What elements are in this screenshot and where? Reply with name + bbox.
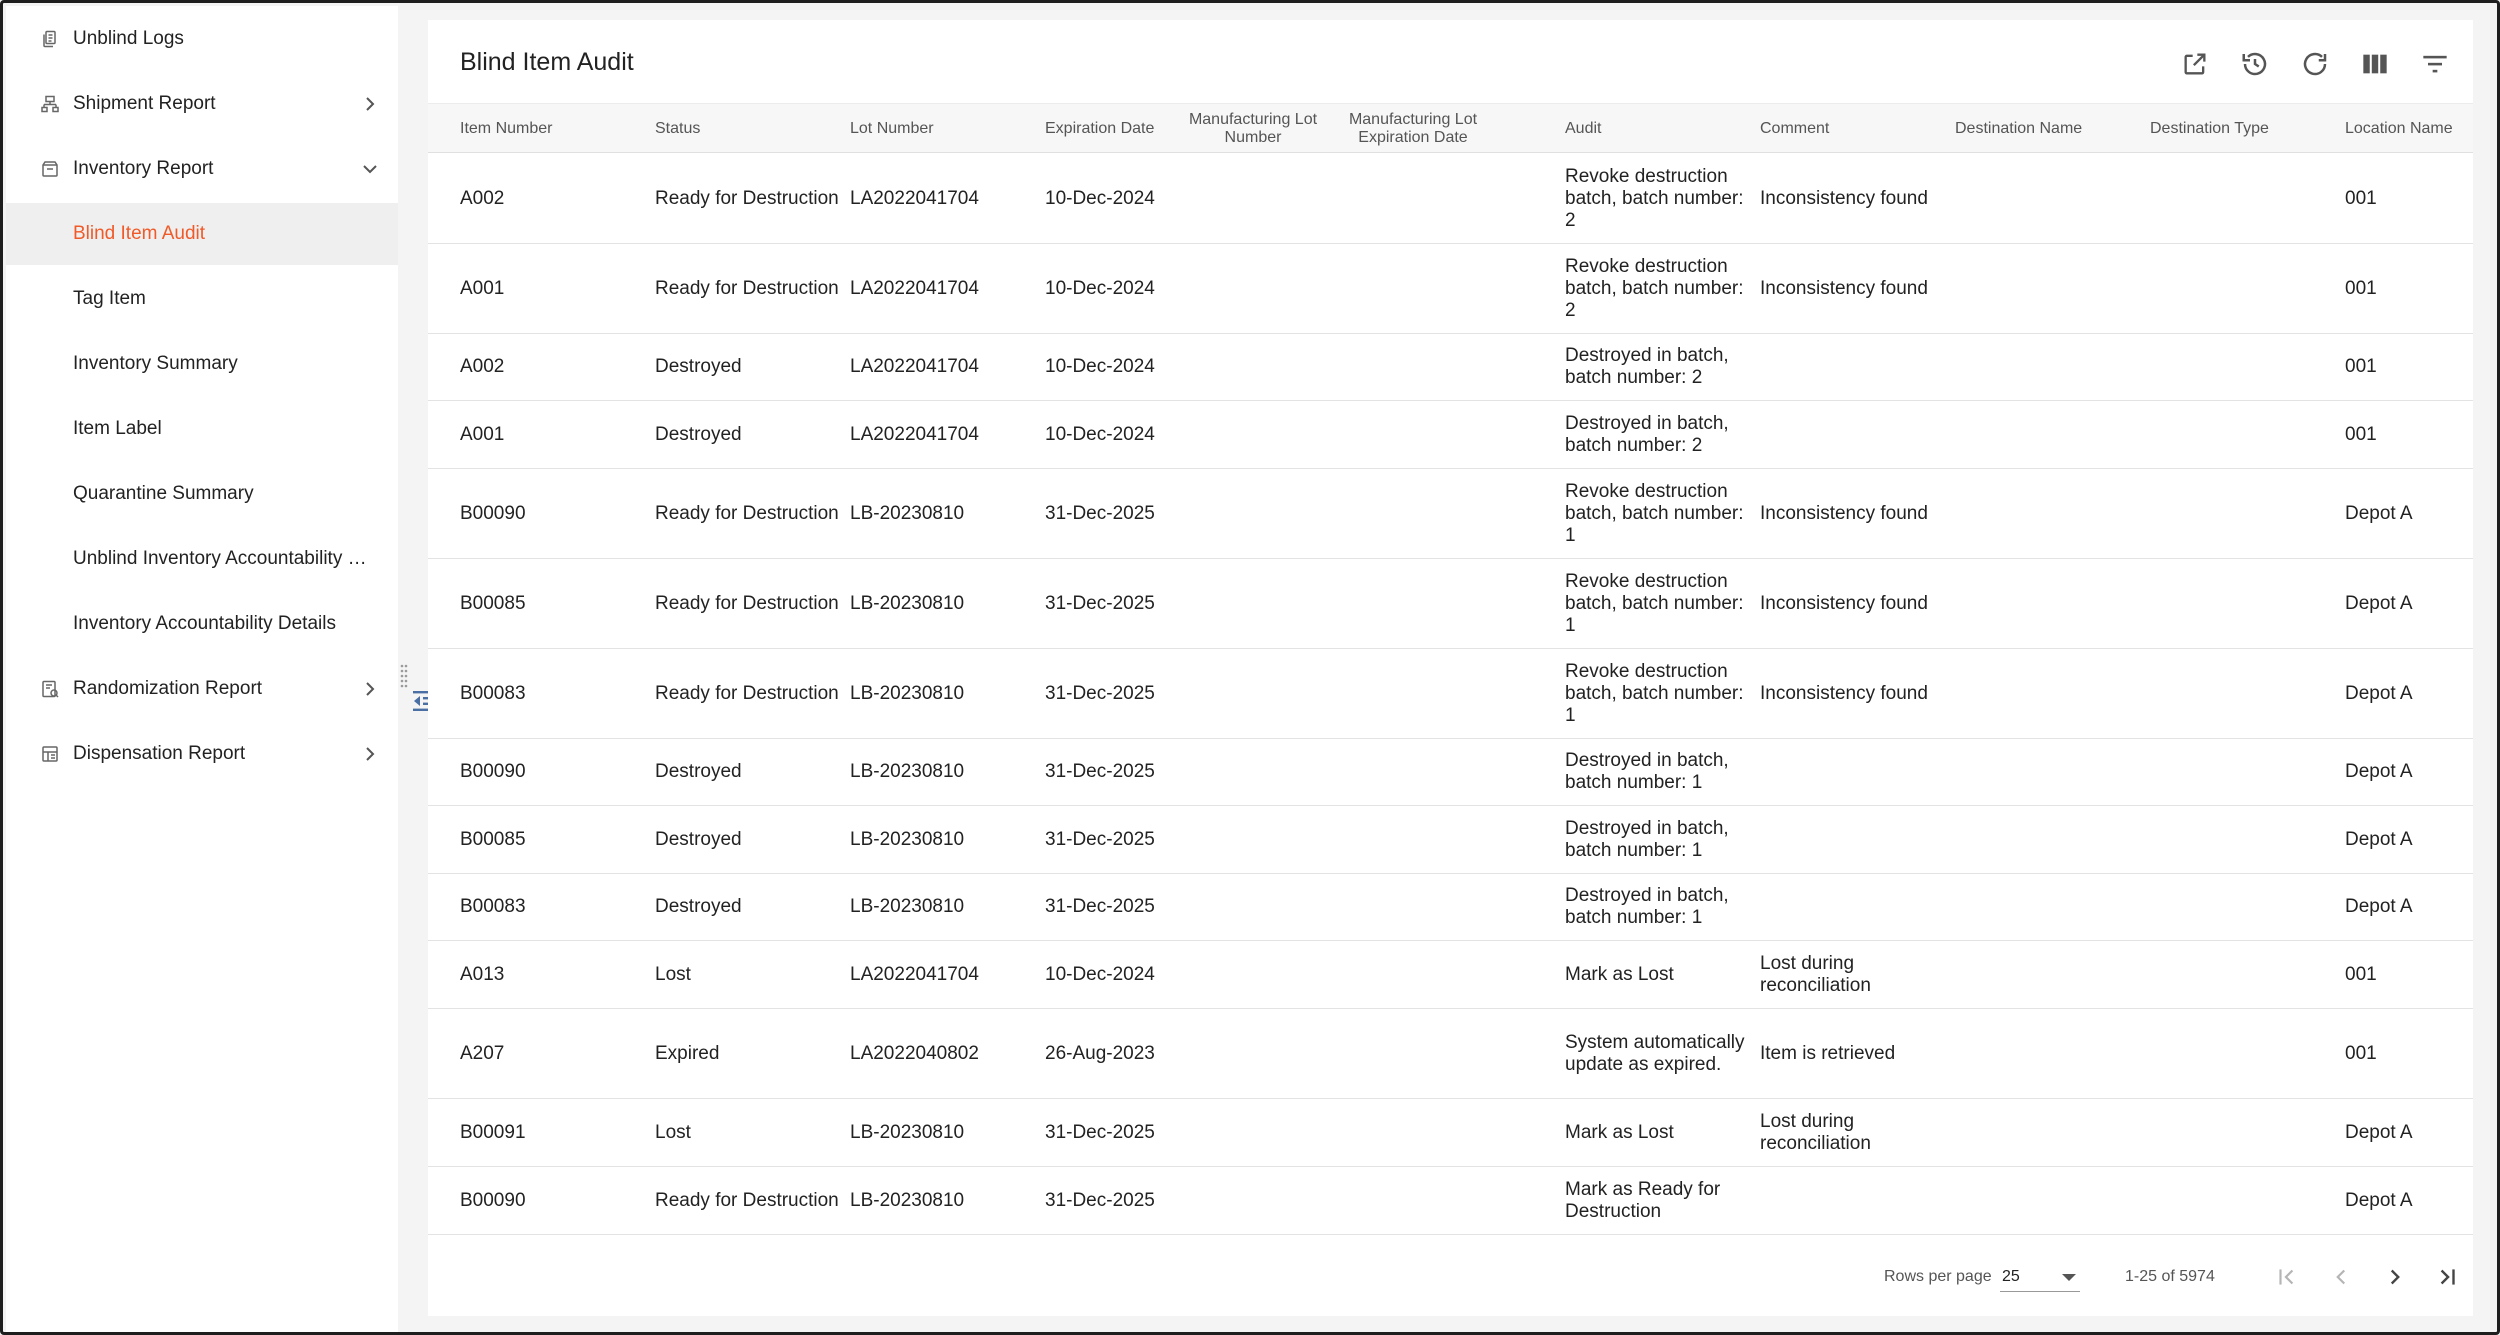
sidebar-item-inventory-accountability-details[interactable] xyxy=(6,593,398,655)
table-cell-lot-number: LA2022041704 xyxy=(850,963,979,985)
table-cell-comment xyxy=(1760,401,1945,468)
table-cell-location-name: 001 xyxy=(2345,963,2377,985)
table-cell-manufacturing-lot-expiration-date xyxy=(1348,469,1558,558)
rows-per-page-label: Rows per page xyxy=(1884,1268,1992,1285)
table-cell-lot-number: LA2022040802 xyxy=(850,1042,979,1064)
table-cell-comment xyxy=(1760,806,1945,873)
table-cell-location-name: 001 xyxy=(2345,277,2377,299)
first-page-button[interactable] xyxy=(2270,1260,2304,1294)
table-cell-lot-number: LB-20230810 xyxy=(850,1189,965,1211)
table-cell-destination-name xyxy=(1955,401,2140,468)
sidebar-item-blind-item-audit[interactable] xyxy=(6,203,398,265)
table-cell-manufacturing-lot-expiration-date xyxy=(1348,1009,1558,1098)
table-cell-item-number: A002 xyxy=(460,187,505,209)
column-header-audit[interactable]: Audit xyxy=(1565,120,1602,137)
sidebar-item-unblind-logs[interactable] xyxy=(6,8,398,70)
table-cell-expiration-date: 31-Dec-2025 xyxy=(1045,592,1155,614)
first-page-icon xyxy=(2274,1264,2300,1290)
pagination-bar xyxy=(428,1252,2473,1302)
table-cell-destination-type xyxy=(2150,244,2335,333)
sidebar-item-label: Shipment Report xyxy=(73,93,216,114)
table-cell-audit: Mark as Lost xyxy=(1565,1121,1674,1143)
table-row[interactable] xyxy=(428,874,2473,941)
refresh-button[interactable] xyxy=(2297,46,2333,82)
table-cell-item-number: B00085 xyxy=(460,828,526,850)
column-header-comment[interactable]: Comment xyxy=(1760,120,1830,137)
sidebar-item-label: Inventory Summary xyxy=(73,353,238,374)
table-cell-audit: Destroyed in batch, batch number: 2 xyxy=(1565,412,1729,456)
table-cell-lot-number: LA2022041704 xyxy=(850,187,979,209)
table-cell-lot-number: LB-20230810 xyxy=(850,828,965,850)
sidebar-item-dispensation-report[interactable] xyxy=(6,723,398,785)
table-cell-item-number: B00085 xyxy=(460,592,526,614)
sidebar-item-label: Item Label xyxy=(73,418,162,439)
table-cell-status: Lost xyxy=(655,963,691,985)
table-cell-item-number: B00083 xyxy=(460,682,526,704)
chevron-left-icon xyxy=(2328,1264,2354,1290)
table-cell-comment: Inconsistency found xyxy=(1760,502,1928,524)
clipboard-copy-icon xyxy=(40,29,60,49)
table-toolbar xyxy=(2177,46,2453,80)
table-cell-destination-name xyxy=(1955,1099,2140,1166)
table-cell-destination-type xyxy=(2150,401,2335,468)
table-cell-comment: Inconsistency found xyxy=(1760,682,1928,704)
table-cell-audit: Destroyed in batch, batch number: 2 xyxy=(1565,345,1729,388)
sidebar-item-label: Unblind Logs xyxy=(73,28,184,49)
table-cell-destination-type xyxy=(2150,469,2335,558)
column-header-item-number[interactable]: Item Number xyxy=(460,120,553,137)
table-cell-lot-number: LB-20230810 xyxy=(850,761,965,782)
table-cell-expiration-date: 10-Dec-2024 xyxy=(1045,963,1155,985)
table-cell-destination-type xyxy=(2150,1167,2335,1234)
chevron-down-icon xyxy=(360,159,380,179)
table-cell-comment: Inconsistency found xyxy=(1760,277,1928,299)
table-cell-destination-name xyxy=(1955,874,2140,940)
table-cell-destination-type xyxy=(2150,649,2335,738)
randomization-icon xyxy=(40,679,60,699)
table-row[interactable] xyxy=(428,649,2473,739)
table-cell-manufacturing-lot-expiration-date xyxy=(1348,739,1558,805)
table-cell-manufacturing-lot-expiration-date xyxy=(1348,334,1558,400)
table-cell-location-name: Depot A xyxy=(2345,828,2413,850)
page-title: Blind Item Audit xyxy=(460,48,634,76)
table-cell-status: Ready for Destruction xyxy=(655,682,839,704)
column-header-manufacturing-lot-number[interactable]: Manufacturing Lot Number xyxy=(1188,111,1318,146)
table-cell-status: Ready for Destruction xyxy=(655,1189,839,1211)
sidebar-item-inventory-summary[interactable] xyxy=(6,333,398,395)
table-cell-expiration-date: 31-Dec-2025 xyxy=(1045,1121,1155,1143)
sidebar-item-shipment-report[interactable] xyxy=(6,73,398,135)
table-cell-destination-type xyxy=(2150,1009,2335,1098)
table-row[interactable] xyxy=(428,469,2473,559)
table-cell-audit: Revoke destruction batch, batch number: 2 xyxy=(1565,165,1744,231)
table-row[interactable] xyxy=(428,334,2473,401)
chevron-right-icon xyxy=(360,679,380,699)
table-cell-audit: Destroyed in batch, batch number: 1 xyxy=(1565,885,1729,928)
table-cell-manufacturing-lot-expiration-date xyxy=(1348,154,1558,243)
table-cell-audit: Revoke destruction batch, batch number: 1 xyxy=(1565,480,1744,546)
rows-per-page-select[interactable] xyxy=(2000,1262,2080,1292)
table-cell-expiration-date: 31-Dec-2025 xyxy=(1045,502,1155,524)
table-cell-lot-number: LB-20230810 xyxy=(850,1121,965,1143)
table-cell-expiration-date: 31-Dec-2025 xyxy=(1045,682,1155,704)
table-cell-item-number: A001 xyxy=(460,277,505,299)
table-cell-destination-type xyxy=(2150,739,2335,805)
filter-icon xyxy=(2421,50,2449,78)
table-cell-comment xyxy=(1760,874,1945,940)
column-header-location-name[interactable]: Location Name xyxy=(2345,120,2453,137)
table-cell-status: Expired xyxy=(655,1042,720,1064)
table-cell-comment: Item is retrieved xyxy=(1760,1042,1896,1064)
table-cell-location-name: Depot A xyxy=(2345,592,2413,614)
table-cell-expiration-date: 10-Dec-2024 xyxy=(1045,356,1155,377)
table-cell-location-name: Depot A xyxy=(2345,682,2413,704)
sidebar-item-tag-item[interactable] xyxy=(6,268,398,330)
chevron-right-icon xyxy=(360,94,380,114)
table-cell-status: Destroyed xyxy=(655,896,742,917)
columns-button[interactable] xyxy=(2357,46,2393,82)
sidebar-item-label: Blind Item Audit xyxy=(73,223,206,244)
table-cell-location-name: Depot A xyxy=(2345,1121,2413,1143)
table-cell-comment xyxy=(1760,739,1945,805)
table-cell-manufacturing-lot-expiration-date xyxy=(1348,244,1558,333)
table-cell-expiration-date: 10-Dec-2024 xyxy=(1045,277,1155,299)
table-cell-manufacturing-lot-expiration-date xyxy=(1348,874,1558,940)
table-row[interactable] xyxy=(428,154,2473,244)
table-cell-status: Lost xyxy=(655,1121,691,1143)
table-cell-expiration-date: 10-Dec-2024 xyxy=(1045,187,1155,209)
sidebar-nav xyxy=(6,6,398,1335)
sidebar-item-label: Inventory Accountability Details xyxy=(73,613,336,634)
table-cell-location-name: Depot A xyxy=(2345,1189,2413,1211)
table-cell-item-number: B00091 xyxy=(460,1121,526,1143)
table-cell-location-name: Depot A xyxy=(2345,761,2413,782)
table-cell-lot-number: LB-20230810 xyxy=(850,502,965,524)
table-cell-item-number: A013 xyxy=(460,963,505,985)
table-cell-item-number: A001 xyxy=(460,423,505,445)
table-cell-manufacturing-lot-expiration-date xyxy=(1348,649,1558,738)
table-cell-item-number: B00090 xyxy=(460,502,526,524)
table-cell-item-number: B00090 xyxy=(460,761,526,782)
table-cell-lot-number: LA2022041704 xyxy=(850,277,979,299)
table-cell-lot-number: LA2022041704 xyxy=(850,356,979,377)
table-row[interactable] xyxy=(428,559,2473,649)
table-cell-destination-type xyxy=(2150,154,2335,243)
table-row[interactable] xyxy=(428,1009,2473,1099)
table-cell-comment: Lost during reconciliation xyxy=(1760,1110,1871,1154)
sidebar-item-label: Randomization Report xyxy=(73,678,263,699)
previous-page-button[interactable] xyxy=(2324,1260,2358,1294)
page-range-text: 1-25 of 5974 xyxy=(2125,1268,2215,1285)
last-page-button[interactable] xyxy=(2430,1260,2464,1294)
table-cell-expiration-date: 31-Dec-2025 xyxy=(1045,761,1155,782)
table-cell-item-number: A207 xyxy=(460,1042,505,1064)
table-cell-expiration-date: 31-Dec-2025 xyxy=(1045,896,1155,917)
column-header-lot-number[interactable]: Lot Number xyxy=(850,120,934,137)
column-header-expiration-date[interactable]: Expiration Date xyxy=(1045,120,1155,137)
table-cell-item-number: B00090 xyxy=(460,1189,526,1211)
inventory-box-icon xyxy=(40,159,60,179)
sidebar-item-label: Dispensation Report xyxy=(73,743,246,764)
table-cell-audit: System automatically update as expired. xyxy=(1565,1031,1745,1075)
table-cell-manufacturing-lot-expiration-date xyxy=(1348,559,1558,648)
table-cell-manufacturing-lot-expiration-date xyxy=(1348,1167,1558,1234)
table-cell-destination-name xyxy=(1955,806,2140,873)
last-page-icon xyxy=(2434,1264,2460,1290)
table-cell-status: Ready for Destruction xyxy=(655,187,839,209)
table-cell-audit: Destroyed in batch, batch number: 1 xyxy=(1565,817,1729,861)
drag-handle-icon[interactable] xyxy=(399,663,409,689)
table-cell-destination-name xyxy=(1955,941,2140,1008)
history-icon xyxy=(2240,49,2270,79)
table-cell-expiration-date: 31-Dec-2025 xyxy=(1045,828,1155,850)
table-cell-manufacturing-lot-expiration-date xyxy=(1348,1099,1558,1166)
table-cell-destination-type xyxy=(2150,1099,2335,1166)
table-cell-location-name: 001 xyxy=(2345,356,2377,377)
shipment-icon xyxy=(40,94,60,114)
table-row[interactable] xyxy=(428,244,2473,334)
table-cell-comment xyxy=(1760,334,1945,400)
table-cell-destination-name xyxy=(1955,244,2140,333)
table-cell-destination-name xyxy=(1955,469,2140,558)
table-cell-destination-name xyxy=(1955,334,2140,400)
history-button[interactable] xyxy=(2237,46,2273,82)
refresh-icon xyxy=(2300,49,2330,79)
table-cell-expiration-date: 31-Dec-2025 xyxy=(1045,1189,1155,1211)
table-row[interactable] xyxy=(428,1167,2473,1235)
table-row[interactable] xyxy=(428,806,2473,874)
table-cell-destination-name xyxy=(1955,154,2140,243)
table-cell-status: Destroyed xyxy=(655,423,742,445)
table-cell-expiration-date: 26-Aug-2023 xyxy=(1045,1042,1155,1064)
table-cell-destination-type xyxy=(2150,806,2335,873)
table-cell-location-name: 001 xyxy=(2345,423,2377,445)
table-cell-destination-name xyxy=(1955,1167,2140,1234)
table-row[interactable] xyxy=(428,739,2473,806)
table-cell-destination-name xyxy=(1955,649,2140,738)
table-cell-destination-name xyxy=(1955,559,2140,648)
table-cell-expiration-date: 10-Dec-2024 xyxy=(1045,423,1155,445)
table-cell-manufacturing-lot-expiration-date xyxy=(1348,806,1558,873)
sidebar-item-label: Quarantine Summary xyxy=(73,483,254,504)
table-cell-item-number: A002 xyxy=(460,356,505,377)
sidebar-item-label: Inventory Report xyxy=(73,158,214,179)
table-cell-destination-type xyxy=(2150,874,2335,940)
table-cell-location-name: Depot A xyxy=(2345,502,2413,524)
table-cell-location-name: 001 xyxy=(2345,1042,2377,1064)
table-cell-comment: Inconsistency found xyxy=(1760,187,1928,209)
columns-icon xyxy=(2361,50,2389,78)
caret-down-icon xyxy=(2062,1274,2076,1281)
sidebar-item-item-label[interactable] xyxy=(6,398,398,460)
table-cell-status: Destroyed xyxy=(655,828,742,850)
column-header-destination-type[interactable]: Destination Type xyxy=(2150,120,2269,137)
table-cell-manufacturing-lot-expiration-date xyxy=(1348,941,1558,1008)
sidebar-item-randomization-report[interactable] xyxy=(6,658,398,720)
chevron-right-icon xyxy=(2382,1264,2408,1290)
filter-button[interactable] xyxy=(2417,46,2453,82)
table-cell-lot-number: LB-20230810 xyxy=(850,592,965,614)
table-cell-item-number: B00083 xyxy=(460,896,526,917)
table-row[interactable] xyxy=(428,941,2473,1009)
sidebar-item-label: Unblind Inventory Accountability … xyxy=(73,548,367,569)
table-cell-location-name: Depot A xyxy=(2345,896,2413,917)
table-cell-audit: Revoke destruction batch, batch number: 1 xyxy=(1565,570,1744,636)
export-icon xyxy=(2181,50,2209,78)
table-cell-audit: Mark as Ready for Destruction xyxy=(1565,1178,1721,1222)
table-cell-status: Ready for Destruction xyxy=(655,592,839,614)
sidebar-item-inventory-report[interactable] xyxy=(6,138,398,200)
sidebar-item-unblind-inventory-accountability[interactable] xyxy=(6,528,398,590)
next-page-button[interactable] xyxy=(2378,1260,2412,1294)
table-cell-comment xyxy=(1760,1167,1945,1234)
sidebar-item-quarantine-summary[interactable] xyxy=(6,463,398,525)
column-header-destination-name[interactable]: Destination Name xyxy=(1955,120,2083,137)
report-panel xyxy=(428,20,2473,1316)
dispensation-icon xyxy=(40,744,60,764)
sidebar-item-label: Tag Item xyxy=(73,288,146,309)
table-cell-destination-type xyxy=(2150,334,2335,400)
table-cell-location-name: 001 xyxy=(2345,187,2377,209)
column-header-manufacturing-lot-expiration-date[interactable]: Manufacturing Lot Expiration Date xyxy=(1348,111,1478,146)
table-row[interactable] xyxy=(428,401,2473,469)
table-cell-status: Destroyed xyxy=(655,356,742,377)
rows-per-page-value: 25 xyxy=(2002,1268,2020,1285)
table-cell-audit: Revoke destruction batch, batch number: 2 xyxy=(1565,255,1744,321)
table-cell-comment: Inconsistency found xyxy=(1760,592,1928,614)
export-button[interactable] xyxy=(2177,46,2213,82)
table-cell-destination-type xyxy=(2150,559,2335,648)
table-cell-comment: Lost during reconciliation xyxy=(1760,952,1871,996)
table-cell-status: Ready for Destruction xyxy=(655,502,839,524)
table-header xyxy=(428,103,2473,153)
table-cell-lot-number: LB-20230810 xyxy=(850,682,965,704)
table-cell-destination-name xyxy=(1955,1009,2140,1098)
table-cell-destination-type xyxy=(2150,941,2335,1008)
table-cell-status: Ready for Destruction xyxy=(655,277,839,299)
chevron-right-icon xyxy=(360,744,380,764)
column-header-status[interactable]: Status xyxy=(655,120,701,137)
table-cell-lot-number: LA2022041704 xyxy=(850,423,979,445)
table-cell-manufacturing-lot-expiration-date xyxy=(1348,401,1558,468)
table-cell-audit: Revoke destruction batch, batch number: 1 xyxy=(1565,660,1744,726)
table-cell-lot-number: LB-20230810 xyxy=(850,896,965,917)
table-cell-audit: Destroyed in batch, batch number: 1 xyxy=(1565,750,1729,793)
table-cell-status: Destroyed xyxy=(655,761,742,782)
table-row[interactable] xyxy=(428,1099,2473,1167)
table-cell-destination-name xyxy=(1955,739,2140,805)
table-cell-audit: Mark as Lost xyxy=(1565,963,1674,985)
